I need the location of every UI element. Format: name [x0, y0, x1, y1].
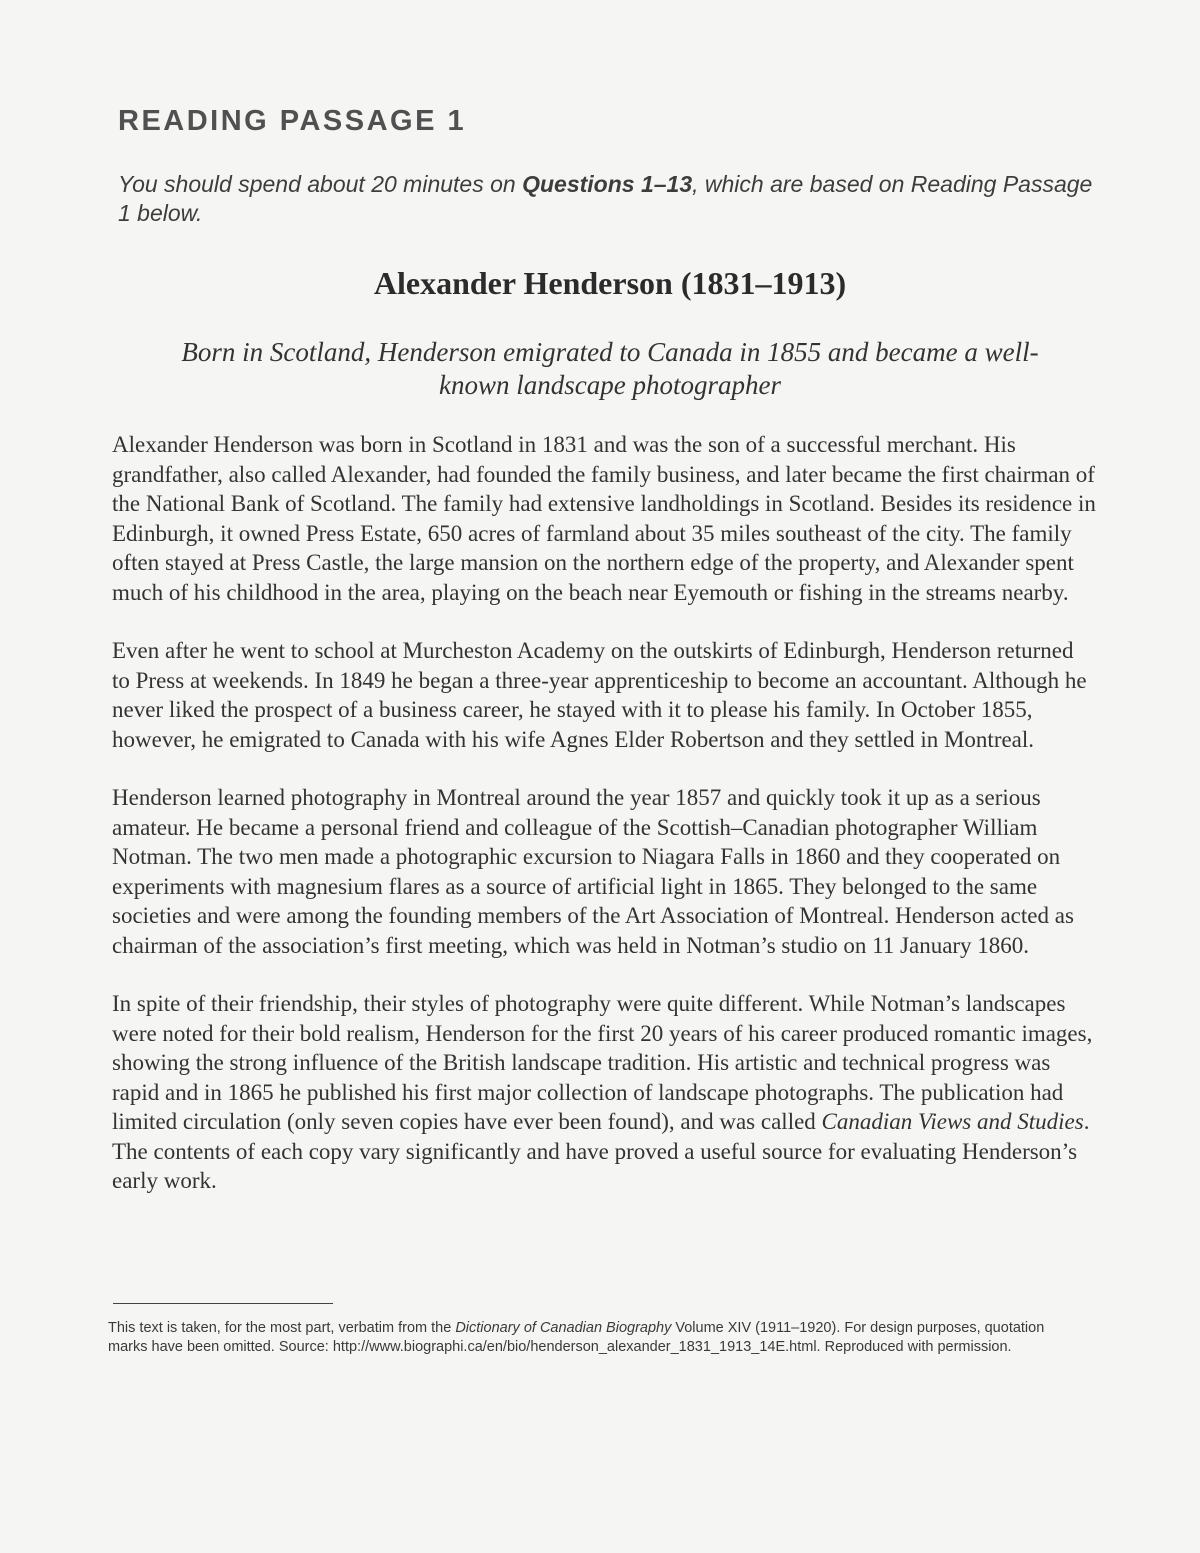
footnote-before: This text is taken, for the most part, verbatim from the	[108, 1320, 456, 1336]
passage-body	[112, 430, 1097, 1225]
footnote-after: Volume XIV (1911–1920). For design purposes, quotation marks have been omitted. Source: http://www.biographi.ca/en/bio/henderson_alexander_1831_1913_14E.html. Reproduced with permission.	[108, 1320, 1045, 1355]
instruction-after: , which are based on Reading Passage 1 below.	[118, 171, 1093, 226]
paragraph-4	[112, 989, 1097, 1196]
section-heading: READING PASSAGE 1	[118, 105, 467, 137]
paragraph-3: Henderson learned photography in Montreal around the year 1857 and quickly took it up as a serious amateur. He became a personal friend and colleague of the Scottish–Canadian photographer William Notman. The two men made a photographic excursion to Niagara Falls in 1860 and they cooperated on experiments with magnesium flares as a source of artificial light in 1865. They belonged to the same societies and were among the founding members of the Art Association of Montreal. Henderson acted as chairman of the association’s first meeting, which was held in Notman’s studio on 11 January 1860.	[112, 785, 1074, 958]
paragraph-2: Even after he went to school at Murcheston Academy on the outskirts of Edinburgh, Henderson returned to Press at weekends. In 1849 he began a three-year apprenticeship to become an accountant. Although he never liked the prospect of a business career, he stayed with it to please his family. In October 1855, however, he emigrated to Canada with his wife Agnes Elder Robertson and they settled in Montreal.	[112, 638, 1087, 752]
footnote	[108, 1319, 1083, 1357]
instruction-text	[118, 170, 1093, 228]
passage-title: Alexander Henderson (1831–1913)	[373, 265, 847, 301]
paragraph-1: Alexander Henderson was born in Scotland in 1831 and was the son of a successful merchant. His grandfather, also called Alexander, had founded the family business, and later became the first chairman of the National Bank of Scotland. The family had extensive landholdings in Scotland. Besides its residence in Edinburgh, it owned Press Estate, 650 acres of farmland about 35 miles southeast of the city. The family often stayed at Press Castle, the large mansion on the northern edge of the property, and Alexander spent much of his childhood in the area, playing on the beach near Eyemouth or fishing in the streams nearby.	[112, 432, 1096, 605]
paragraph-4-after: . The contents of each copy vary significantly and have proved a useful source for evaluating Henderson’s early work.	[112, 1109, 1090, 1193]
footnote-divider	[113, 1303, 333, 1304]
paragraph-4-before: In spite of their friendship, their styles of photography were quite different. While Notman’s landscapes were noted for their bold realism, Henderson for the first 20 years of his career produced romantic images, showing the strong influence of the British landscape tradition. His artistic and technical progress was rapid and in 1865 he published his first major collection of landscape photographs. The publication had limited circulation (only seven copies have ever been found), and was called	[112, 991, 1093, 1134]
instruction-questions: Questions 1–13	[522, 171, 693, 197]
publication-title: Canadian Views and Studies	[821, 1109, 1084, 1134]
instruction-before: You should spend about 20 minutes on	[118, 171, 523, 197]
passage-subtitle: Born in Scotland, Henderson emigrated to Canada in 1855 and became a well-known landscape photographer	[181, 337, 1039, 400]
footnote-source-title: Dictionary of Canadian Biography	[455, 1320, 672, 1336]
